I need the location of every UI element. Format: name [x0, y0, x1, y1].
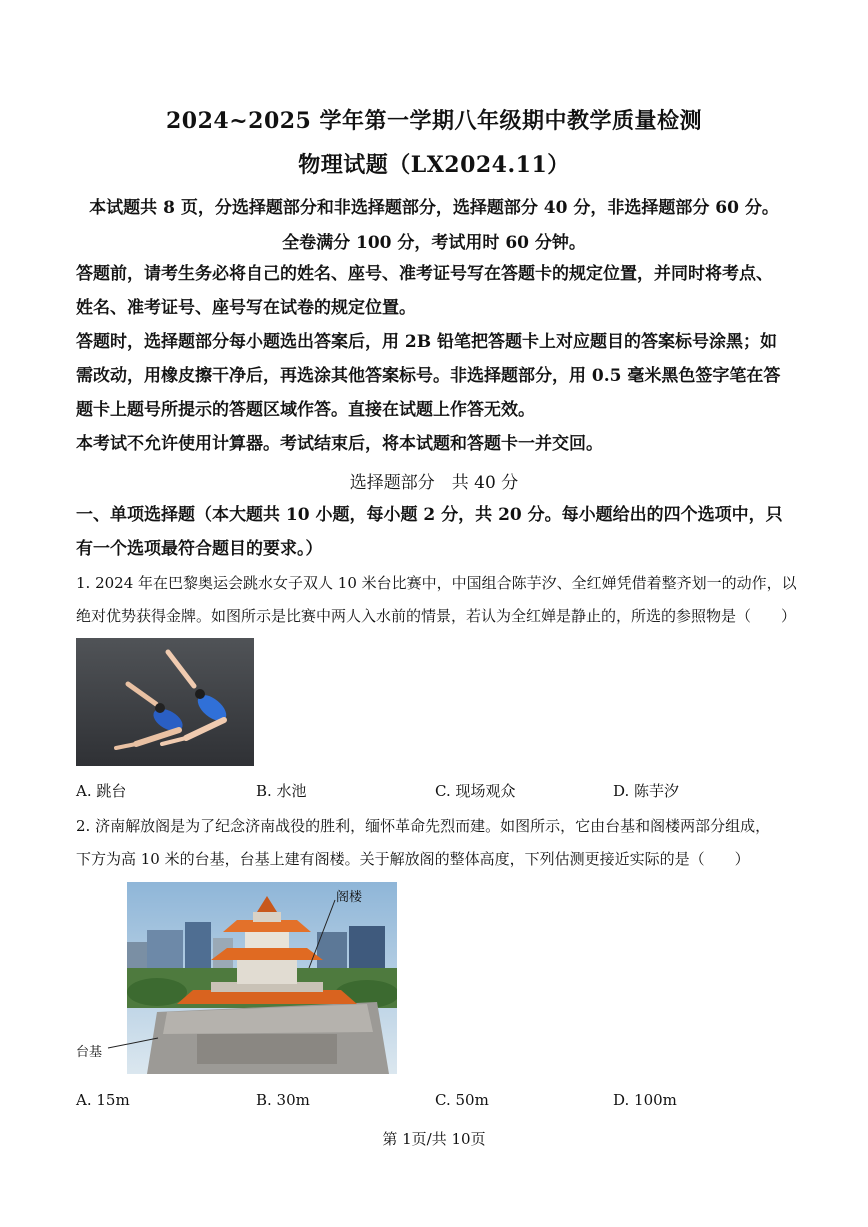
instruction-3: 本考试不允许使用计算器。考试结束后，将本试题和答题卡一并交回。 — [76, 434, 603, 454]
instruction-2c: 题卡上题号所提示的答题区域作答。直接在试题上作答无效。 — [76, 400, 535, 420]
question-1-line-1: 1. 2024 年在巴黎奥运会跳水女子双人 10 米台比赛中，中国组合陈芋汐、全红婵凭借着整齐划一的动作，以 — [76, 574, 797, 592]
q2-option-b: B. 30m — [256, 1091, 310, 1109]
intro-line-1: 本试题共 8 页，分选择题部分和非选择题部分，选择题部分 40 分，非选择题部分 60 分。 — [89, 198, 779, 218]
section-heading: 选择题部分 共 40 分 — [349, 473, 519, 493]
question-2-line-1: 2. 济南解放阁是为了纪念济南战役的胜利，缅怀革命先烈而建。如图所示，它由台基和阁楼两部分组成， — [76, 817, 771, 835]
page-number: 第 1页/共 10页 — [382, 1130, 486, 1148]
part1-line-b: 有一个选项最符合题目的要求。） — [76, 539, 323, 559]
intro-line-2: 全卷满分 100 分，考试用时 60 分钟。 — [282, 233, 586, 253]
q1-option-c: C. 现场观众 — [435, 782, 516, 800]
divers-photo — [76, 638, 254, 766]
instruction-2b: 需改动，用橡皮擦干净后，再选涂其他答案标号。非选择题部分，用 0.5 毫米黑色签字笔在答 — [76, 366, 781, 386]
label-pavilion-base: 台基 — [76, 1045, 103, 1060]
base-pointer-line — [100, 1036, 160, 1056]
q1-option-b: B. 水池 — [256, 782, 307, 800]
q1-option-d: D. 陈芋汐 — [613, 782, 680, 800]
label-pavilion-top: 阁楼 — [336, 890, 363, 905]
pavilion-photo — [127, 882, 397, 1074]
question-2-line-2: 下方为高 10 米的台基，台基上建有阁楼。关于解放阁的整体高度，下列估测更接近实际的是（ ） — [76, 850, 750, 868]
instruction-1b: 姓名、准考证号、座号写在试卷的规定位置。 — [76, 298, 416, 318]
question-1-line-2: 绝对优势获得金牌。如图所示是比赛中两人入水前的情景，若认为全红婵是静止的，所选的参照物是（ ） — [76, 607, 797, 625]
instruction-1a: 答题前，请考生务必将自己的姓名、座号、准考证号写在答题卡的规定位置，并同时将考点、 — [76, 264, 773, 284]
exam-subtitle: 物理试题（LX2024.11） — [298, 152, 570, 178]
part1-line-a: 一、单项选择题（本大题共 10 小题，每小题 2 分，共 20 分。每小题给出的四个选项中，只 — [76, 505, 783, 525]
q2-option-c: C. 50m — [435, 1091, 489, 1109]
q1-option-a: A. 跳台 — [76, 782, 127, 800]
instruction-2a: 答题时，选择题部分每小题选出答案后，用 2B 铅笔把答题卡上对应题目的答案标号涂黑；如 — [76, 332, 778, 352]
exam-title: 2024~2025 学年第一学期八年级期中教学质量检测 — [165, 108, 703, 134]
q2-option-d: D. 100m — [613, 1091, 677, 1109]
q2-option-a: A. 15m — [76, 1091, 130, 1109]
